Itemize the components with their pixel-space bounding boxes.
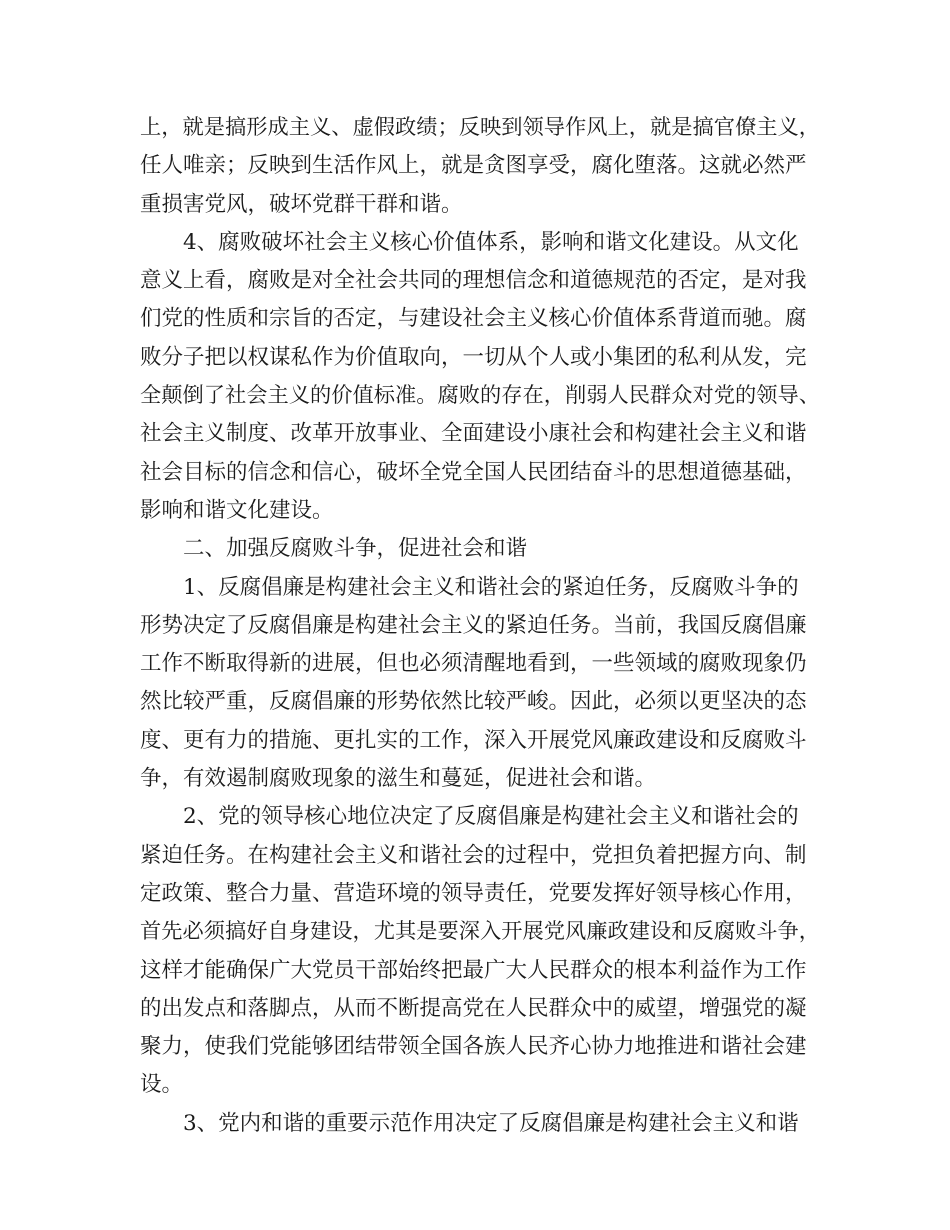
text-line: 上，就是搞形成主义、虚假政绩；反映到领导作风上，就是搞官僚主义，	[140, 115, 821, 140]
text-line: 全颠倒了社会主义的价值标准。腐败的存在，削弱人民群众对党的领导、	[140, 383, 821, 409]
paragraph-start-line: 1、反腐倡廉是构建社会主义和谐社会的紧迫任务，反腐败斗争的	[183, 574, 799, 600]
text-line: 工作不断取得新的进展，但也必须清醒地看到，一些领域的腐败现象仍	[140, 651, 807, 677]
text-line: 的出发点和落脚点，从而不断提高党在人民群众中的威望，增强党的凝	[140, 995, 807, 1021]
text-line: 败分子把以权谋私作为价值取向，一切从个人或小集团的私利从发，完	[140, 344, 807, 370]
text-line: 设。	[140, 1072, 184, 1098]
text-line: 定政策、整合力量、营造环境的领导责任，党要发挥好领导核心作用，	[140, 880, 807, 906]
text-line: 首先必须搞好自身建设，尤其是要深入开展党风廉政建设和反腐败斗争，	[140, 919, 821, 945]
document-body	[140, 109, 820, 1143]
text-line: 社会主义制度、改革开放事业、全面建设小康社会和构建社会主义和谐	[140, 421, 807, 447]
paragraph-start-line: 4、腐败破坏社会主义核心价值体系，影响和谐文化建设。从文化	[183, 229, 799, 255]
text-line: 们党的性质和宗旨的否定，与建设社会主义核心价值体系背道而驰。腐	[140, 306, 807, 332]
text-line: 重损害党风，破坏党群干群和谐。	[140, 191, 463, 217]
text-line: 形势决定了反腐倡廉是构建社会主义的紧迫任务。当前，我国反腐倡廉	[140, 612, 807, 638]
paragraph-start-line: 2、党的领导核心地位决定了反腐倡廉是构建社会主义和谐社会的	[183, 804, 799, 830]
text-line: 争，有效遏制腐败现象的滋生和蔓延，促进社会和谐。	[140, 766, 657, 792]
text-line: 任人唯亲；反映到生活作风上，就是贪图享受，腐化堕落。这就必然严	[140, 153, 807, 179]
text-line: 这样才能确保广大党员干部始终把最广大人民群众的根本利益作为工作	[140, 957, 807, 983]
text-line: 意义上看，腐败是对全社会共同的理想信念和道德规范的否定，是对我	[140, 268, 807, 294]
text-line: 聚力，使我们党能够团结带领全国各族人民齐心协力地推进和谐社会建	[140, 1034, 807, 1060]
text-line: 影响和谐文化建设。	[140, 497, 334, 523]
text-line: 社会目标的信念和信心，破坏全党全国人民团结奋斗的思想道德基础，	[140, 459, 807, 485]
section-heading: 二、加强反腐败斗争，促进社会和谐	[183, 536, 528, 562]
paragraph-start-line: 3、党内和谐的重要示范作用决定了反腐倡廉是构建社会主义和谐	[183, 1110, 799, 1136]
text-line: 然比较严重，反腐倡廉的形势依然比较严峻。因此，必须以更坚决的态	[140, 689, 807, 715]
text-line: 紧迫任务。在构建社会主义和谐社会的过程中，党担负着把握方向、制	[140, 842, 807, 868]
text-line: 度、更有力的措施、更扎实的工作，深入开展党风廉政建设和反腐败斗	[140, 727, 807, 753]
